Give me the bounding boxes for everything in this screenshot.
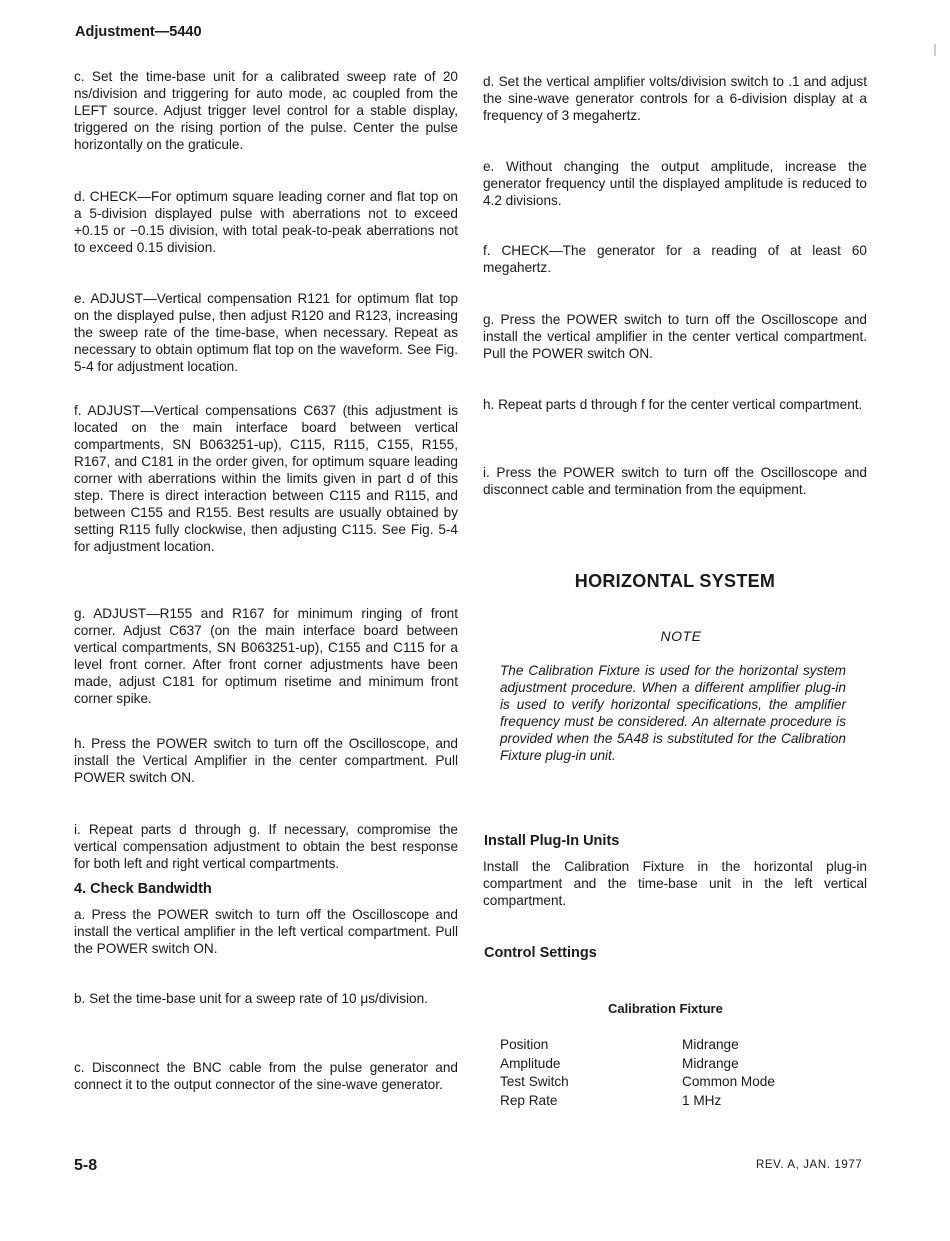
edge-mark xyxy=(934,44,936,56)
page-header: Adjustment—5440 xyxy=(75,24,202,40)
settings-table xyxy=(500,1037,775,1111)
step-4-heading: 4. Check Bandwidth xyxy=(74,881,212,897)
settings-row xyxy=(500,1056,775,1075)
left-step-i: i. Repeat parts d through g. If necessary, compromise the vertical compensation adjustment to obtain the best response for both left and right vertical compartments. xyxy=(74,822,458,871)
left-step-f: f. ADJUST—Vertical compensations C637 (this adjustment is located on the main interface board between vertical compartments, SN B063251-up), C115, R115, C155, R155, R167, and C181 in the order given, for optimum square leading corner with aberrations within the limits given in part d of this step. There is direct interaction between C115 and R115, and between C155 and R155. Best results are usually obtained by setting R115 fully clockwise, then adjusting C115. See Fig. 5-4 for adjustment location. xyxy=(74,403,458,554)
left-step-c: c. Set the time-base unit for a calibrated sweep rate of 20 ns/division and triggering for auto mode, ac coupled from the LEFT source. Adjust trigger level control for a stable display, triggered on the rising portion of the pulse. Center the pulse horizontally on the graticule. xyxy=(74,69,458,152)
left-step-h: h. Press the POWER switch to turn off the Oscilloscope, and install the Vertical Amplifier in the center compartment. Pull POWER switch ON. xyxy=(74,736,458,785)
setting-value: 1 MHz xyxy=(682,1092,722,1108)
setting-value: Common Mode xyxy=(682,1074,775,1089)
setting-name: Position xyxy=(500,1037,549,1052)
note-label: NOTE xyxy=(660,628,702,644)
control-settings-heading: Control Settings xyxy=(484,945,597,961)
left-step-e: e. ADJUST—Vertical compensation R121 for optimum flat top on the displayed pulse, then adjust R120 and R123, increasing the sweep rate of the time-base, when necessary. Repeat as necessary to obtain optimum flat top on the waveform. See Fig. 5-4 for adjustment location. xyxy=(74,291,458,374)
settings-row xyxy=(500,1074,775,1093)
setting-value: Midrange xyxy=(682,1037,739,1052)
right-step-h: h. Repeat parts d through f for the center vertical compartment. xyxy=(483,397,863,412)
right-step-g: g. Press the POWER switch to turn off the Oscilloscope and install the vertical amplifier in the center vertical compartment. Pull the POWER switch ON. xyxy=(483,312,867,361)
setting-name: Test Switch xyxy=(500,1074,569,1089)
right-step-f: f. CHECK—The generator for a reading of at least 60 megahertz. xyxy=(483,243,867,275)
install-body: Install the Calibration Fixture in the horizontal plug-in compartment and the time-base unit in the left vertical compartment. xyxy=(483,859,867,908)
step-4-c: c. Disconnect the BNC cable from the pulse generator and connect it to the output connector of the sine-wave generator. xyxy=(74,1060,458,1092)
install-heading: Install Plug-In Units xyxy=(484,833,620,849)
right-step-i: i. Press the POWER switch to turn off the Oscilloscope and disconnect cable and termination from the equipment. xyxy=(483,465,867,497)
settings-row xyxy=(500,1037,775,1056)
section-title: HORIZONTAL SYSTEM xyxy=(574,571,776,591)
setting-name: Amplitude xyxy=(500,1055,561,1071)
step-4-a: a. Press the POWER switch to turn off the Oscilloscope and install the vertical amplifier in the left vertical compartment. Pull the POWER switch ON. xyxy=(74,907,458,956)
setting-name: Rep Rate xyxy=(500,1092,558,1108)
fixture-title: Calibration Fixture xyxy=(608,1001,723,1016)
note-body: The Calibration Fixture is used for the horizontal system adjustment procedure. When a different amplifier plug-in is used to verify horizontal specifications, the amplifier frequency must be considered. An alternate procedure is provided when the 5A48 is substituted for the Calibration Fixture plug-in unit. xyxy=(500,663,846,763)
right-step-d: d. Set the vertical amplifier volts/division switch to .1 and adjust the sine-wave generator controls for a 6-division display at a frequency of 3 megahertz. xyxy=(483,74,867,123)
setting-value: Midrange xyxy=(682,1055,739,1071)
revision-label: REV. A, JAN. 1977 xyxy=(756,1159,863,1171)
left-step-g: g. ADJUST—R155 and R167 for minimum ringing of front corner. Adjust C637 (on the main interface board between vertical compartments, SN B063251-up), C155 and C115 for a level front corner. After front corner adjustments have been made, adjust C181 for optimum risetime and minimum front corner spike. xyxy=(74,606,458,706)
left-step-d: d. CHECK—For optimum square leading corner and flat top on a 5-division displayed pulse with aberrations not to exceed +0.15 or −0.15 division, with total peak-to-peak aberrations not to exceed 0.15 division. xyxy=(74,189,458,255)
page-number: 5-8 xyxy=(74,1157,98,1174)
settings-row xyxy=(500,1093,775,1112)
step-4-b: b. Set the time-base unit for a sweep rate of 10 μs/division. xyxy=(74,991,428,1006)
right-step-e: e. Without changing the output amplitude, increase the generator frequency until the displayed amplitude is reduced to 4.2 divisions. xyxy=(483,159,867,208)
